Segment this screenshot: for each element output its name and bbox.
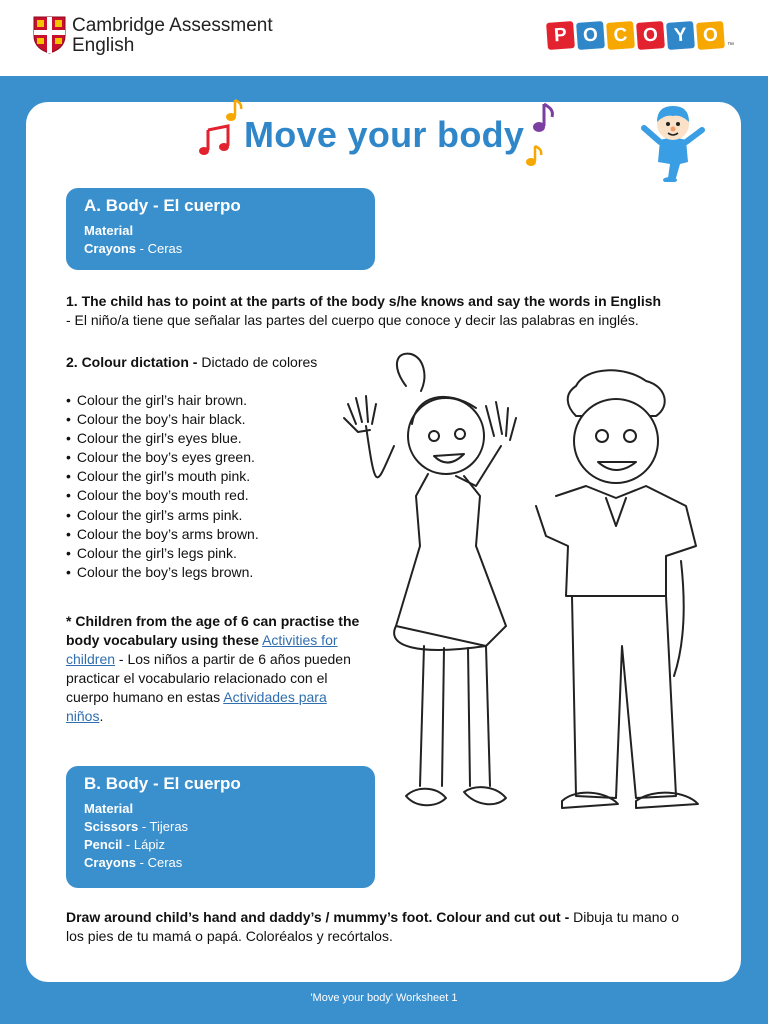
music-note-icon [226,98,244,124]
material-label: Material [84,801,134,816]
pocoyo-letter: O [576,21,605,50]
list-item: • Colour the boy’s mouth red. [66,486,259,505]
list-item: • Colour the girl’s eyes blue. [66,429,259,448]
instruction-1: 1. The child has to point at the parts of the body s/he knows and say the words in English - El niño/a tiene que señalar las partes del cuerpo que conoce y decir las palabras en inglés. [66,293,662,328]
list-item: • Colour the girl’s mouth pink. [66,467,259,486]
activities-for-children-link[interactable]: Activities for children [66,632,338,667]
children-drawing-icon [336,346,706,826]
pocoyo-letter: O [696,21,725,50]
trademark-symbol: ™ [727,42,734,49]
pocoyo-letter: P [546,21,575,50]
page-title: Move your body [244,114,525,155]
instruction-2: 2. Colour dictation - Dictado de colores [66,354,318,370]
section-a-box [66,188,375,270]
material-item: Crayons - Ceras [84,241,183,256]
list-item: • Colour the boy’s legs brown. [66,563,259,582]
material-label: Material [84,223,134,238]
cambridge-shield-icon [33,16,66,54]
section-a-heading: A. Body - El cuerpo [84,196,241,215]
pocoyo-logo [547,22,734,49]
list-item: • Colour the girl’s hair brown. [66,391,259,410]
music-note-icon [532,102,556,134]
actividades-para-ninos-link[interactable]: Actividades para niños [66,689,327,724]
pocoyo-letter: C [606,21,635,50]
practice-paragraph: * Children from the age of 6 can practise the body vocabulary using these Activities for children - Los niños a partir de 6 años pueden practicar el vocabulario relacionado con el cuerpo humano en estas Actividades para niños. [66,613,360,724]
cambridge-logo [33,16,273,56]
pocoyo-letter: Y [666,21,695,50]
brand-line2: English [72,35,135,56]
list-item: • Colour the boy’s hair black. [66,410,259,429]
material-item: Crayons - Ceras [84,855,183,870]
music-note-icon [198,124,234,158]
list-item: • Colour the girl’s legs pink. [66,544,259,563]
material-item: Scissors - Tijeras [84,819,189,834]
page-footer: 'Move your body' Worksheet 1 [310,992,458,1004]
draw-instruction: Draw around child’s hand and daddy’s / mummy’s foot. Colour and cut out - Dibuja tu mano o los pies de tu mamá o papá. Coloréalos y recórtalos. [66,909,679,944]
page-header [0,0,768,76]
brand-line1: Cambridge Assessment [72,15,273,36]
material-item: Pencil - Lápiz [84,837,165,852]
list-item: • Colour the boy’s eyes green. [66,448,259,467]
pocoyo-character-icon [640,100,706,182]
section-b-heading: B. Body - El cuerpo [84,774,241,793]
colour-dictation-list [66,391,259,582]
pocoyo-letter: O [636,21,665,50]
list-item: • Colour the boy’s arms brown. [66,525,259,544]
section-b-box [66,766,375,888]
list-item: • Colour the girl’s arms pink. [66,506,259,525]
music-note-icon [526,144,544,168]
